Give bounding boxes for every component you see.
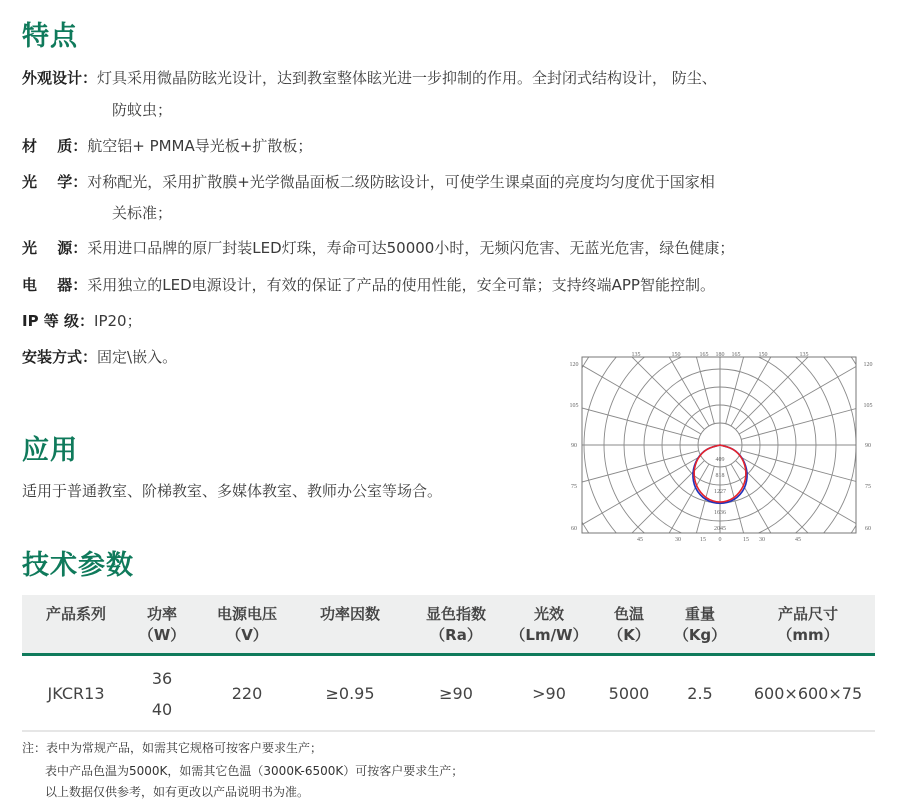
feature-text: 固定\嵌入。 bbox=[97, 348, 178, 366]
header-cri bbox=[426, 604, 486, 646]
feature-label: 安装方式： bbox=[22, 348, 98, 366]
svg-text:165: 165 bbox=[731, 352, 741, 358]
svg-text:75: 75 bbox=[571, 484, 577, 490]
cell-series: JKCR13 bbox=[47, 684, 105, 703]
header-series bbox=[46, 604, 106, 625]
cell-cri: ≥90 bbox=[439, 684, 473, 703]
svg-text:30: 30 bbox=[675, 537, 681, 543]
header-unit: （W） bbox=[138, 626, 186, 644]
feature-label: IP 等 级： bbox=[22, 312, 95, 330]
header-label: 光效 bbox=[533, 605, 564, 623]
svg-text:165: 165 bbox=[699, 352, 709, 358]
specs-title: 技术参数 bbox=[22, 550, 134, 581]
svg-text:150: 150 bbox=[758, 352, 768, 358]
feature-text: 航空铝+ PMMA导光板+扩散板； bbox=[87, 137, 313, 155]
header-unit: （Lm/W） bbox=[510, 626, 588, 644]
header-weight bbox=[674, 604, 726, 646]
feature-text: 采用独立的LED电源设计，有效的保证了产品的使用性能，安全可靠；支持终端APP智能控制。 bbox=[87, 276, 715, 294]
svg-text:90: 90 bbox=[571, 443, 577, 449]
header-unit: （V） bbox=[226, 626, 268, 644]
feature-item-installation bbox=[22, 347, 177, 367]
note-line-1: 注：表中为常规产品，如需其它规格可按客户要求生产； bbox=[22, 741, 323, 755]
svg-text:45: 45 bbox=[795, 537, 801, 543]
svg-text:75: 75 bbox=[865, 484, 871, 490]
cell-size: 600×600×75 bbox=[753, 684, 863, 703]
header-label: 功率 bbox=[146, 605, 178, 623]
cell-power-2: 40 bbox=[151, 700, 173, 719]
svg-text:2045: 2045 bbox=[714, 526, 726, 532]
feature-item-material bbox=[22, 136, 312, 156]
feature-text: IP20； bbox=[94, 312, 142, 330]
svg-text:1636: 1636 bbox=[714, 510, 726, 516]
cell-cct: 5000 bbox=[608, 684, 650, 703]
header-unit: （K） bbox=[608, 626, 650, 644]
feature-item-optics bbox=[22, 172, 715, 192]
feature-label: 材 质： bbox=[22, 137, 88, 155]
svg-text:45: 45 bbox=[637, 537, 643, 543]
feature-label: 外观设计： bbox=[22, 69, 98, 87]
header-power bbox=[139, 604, 186, 646]
svg-text:105: 105 bbox=[863, 403, 873, 409]
header-unit: （mm） bbox=[777, 626, 839, 644]
note-line-2: 表中产品色温为5000K，如需其它色温（3000K-6500K）可按客户要求生产； bbox=[45, 764, 464, 778]
svg-text:90: 90 bbox=[865, 443, 871, 449]
header-power-factor bbox=[320, 604, 380, 625]
svg-text:105: 105 bbox=[569, 403, 579, 409]
feature-text: 对称配光，采用扩散膜+光学微晶面板二级防眩设计，可使学生课桌面的亮度均匀度优于国家相 bbox=[87, 173, 715, 191]
svg-text:818: 818 bbox=[715, 473, 725, 479]
svg-text:0: 0 bbox=[718, 537, 722, 543]
header-unit: （Kg） bbox=[673, 626, 727, 644]
cell-power-1: 36 bbox=[151, 669, 173, 688]
header-label: 产品尺寸 bbox=[777, 605, 839, 623]
header-label: 功率因数 bbox=[319, 605, 381, 623]
light-distribution-chart bbox=[566, 350, 886, 550]
feature-text: 采用进口品牌的原厂封装LED灯珠，寿命可达50000小时，无频闪危害、无蓝光危害，绿色健康； bbox=[87, 239, 735, 257]
svg-text:409: 409 bbox=[715, 457, 725, 463]
header-label: 重量 bbox=[684, 605, 715, 623]
feature-label: 电 器： bbox=[22, 276, 88, 294]
note-line-3: 以上数据仅供参考，如有更改以产品说明书为准。 bbox=[45, 785, 310, 799]
feature-item-light-source bbox=[22, 238, 734, 258]
cell-efficacy: >90 bbox=[532, 684, 566, 703]
spec-table-header-divider bbox=[22, 653, 875, 656]
feature-label: 光 源： bbox=[22, 239, 88, 257]
svg-text:15: 15 bbox=[700, 537, 706, 543]
spec-table-bottom-border bbox=[22, 730, 875, 732]
application-text: 适用于普通教室、阶梯教室、多媒体教室、教师办公室等场合。 bbox=[22, 482, 443, 500]
svg-text:135: 135 bbox=[631, 352, 641, 358]
header-label: 电源电压 bbox=[216, 605, 278, 623]
svg-text:60: 60 bbox=[865, 526, 871, 532]
feature-text: 灯具采用微晶防眩光设计，达到教室整体眩光进一步抑制的作用。全封闭式结构设计， 防尘、 bbox=[97, 69, 717, 87]
feature-item-appearance bbox=[22, 68, 717, 88]
svg-text:135: 135 bbox=[799, 352, 809, 358]
header-cct bbox=[608, 604, 650, 646]
header-efficacy bbox=[510, 604, 587, 646]
feature-label: 光 学： bbox=[22, 173, 88, 191]
header-size bbox=[777, 604, 838, 646]
feature-text-continued: 防蚊虫； bbox=[112, 101, 173, 119]
svg-text:15: 15 bbox=[743, 537, 749, 543]
svg-text:1227: 1227 bbox=[714, 489, 726, 495]
application-title: 应用 bbox=[22, 435, 78, 466]
svg-text:120: 120 bbox=[569, 362, 579, 368]
cell-voltage: 220 bbox=[231, 684, 263, 703]
header-label: 色温 bbox=[613, 605, 644, 623]
cell-weight: 2.5 bbox=[687, 684, 713, 703]
cell-power-factor: ≥0.95 bbox=[325, 684, 375, 703]
svg-text:150: 150 bbox=[671, 352, 681, 358]
header-label: 显色指数 bbox=[425, 605, 487, 623]
feature-item-ip-rating bbox=[22, 311, 142, 331]
feature-item-electrical bbox=[22, 275, 715, 295]
feature-text-continued: 关标准； bbox=[112, 204, 173, 222]
svg-text:30: 30 bbox=[759, 537, 765, 543]
svg-text:60: 60 bbox=[571, 526, 577, 532]
features-title: 特点 bbox=[22, 21, 78, 52]
header-unit: （Ra） bbox=[430, 626, 482, 644]
svg-text:120: 120 bbox=[863, 362, 873, 368]
header-label: 产品系列 bbox=[45, 605, 107, 623]
header-voltage bbox=[217, 604, 277, 646]
svg-text:180: 180 bbox=[715, 352, 725, 358]
